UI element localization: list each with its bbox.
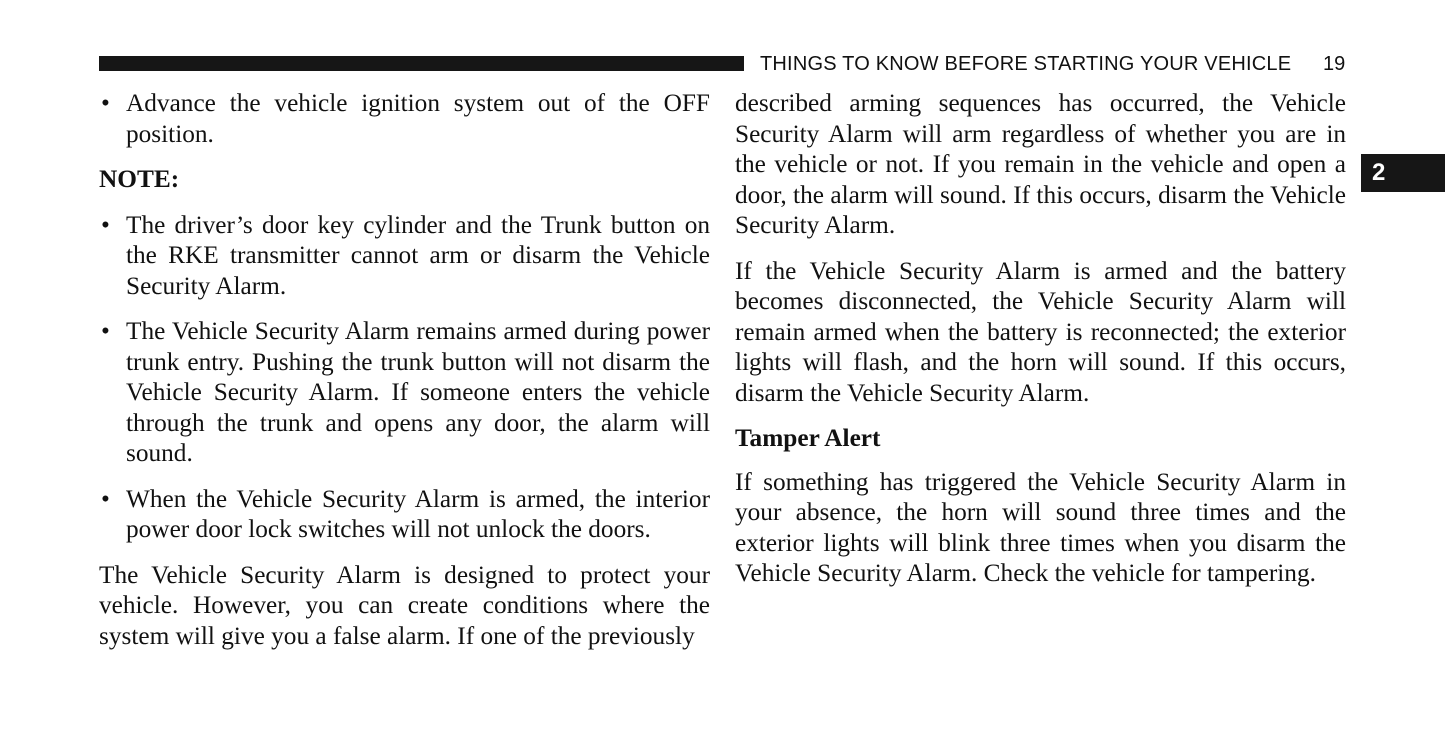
running-header-title: THINGS TO KNOW BEFORE STARTING YOUR VEHICLE [760,53,1292,75]
body-paragraph: If something has triggered the Vehicle Security Alarm in your absence, the horn will sound three times and the exterior lights will blink three times when you disarm the Vehicle Security Alarm. Check the vehicle for tampering. [735,467,1346,587]
note-bullet-item [99,210,710,302]
bullet-text: When the Vehicle Security Alarm is armed, the interior power door lock switches will not unlock the doors. [126,484,710,543]
header-rule [99,56,744,71]
note-bullet-item [99,484,710,545]
note-bullet-item [99,316,710,469]
bullet-dot-icon: • [101,484,110,513]
note-heading: NOTE: [99,165,180,193]
right-column [735,88,1346,604]
chapter-tab: 2 [1361,154,1445,192]
bullet-item-ignition [99,88,710,149]
bullet-text: The driver’s door key cylinder and the Trunk button on the RKE transmitter cannot arm or disarm the Vehicle Security Alarm. [126,210,710,300]
page-number: 19 [1323,53,1346,75]
body-paragraph: The Vehicle Security Alarm is designed to protect your vehicle. However, you can create conditions where the system will give you a false alarm. If one of the previously [99,560,710,650]
bullet-text: The Vehicle Security Alarm remains armed during power trunk entry. Pushing the trunk button will not disarm the Vehicle Security Alarm. If someone enters the vehicle through the trunk and opens any door, the alarm will sound. [126,317,710,467]
body-paragraph: described arming sequences has occurred, the Vehicle Security Alarm will arm regardless of whether you are in the vehicle or not. If you remain in the vehicle and open a door, the alarm will sound. If this occurs, disarm the Vehicle Security Alarm. [735,89,1346,239]
bullet-dot-icon: • [101,210,110,239]
bullet-text: Advance the vehicle ignition system out of the OFF position. [126,89,710,148]
body-paragraph: If the Vehicle Security Alarm is armed and the battery becomes disconnected, the Vehicle Security Alarm will remain armed when the battery is reconnected; the exterior lights will flash, and the horn will sound. If this occurs, disarm the Vehicle Security Alarm. [735,256,1346,407]
section-heading-tamper-alert: Tamper Alert [735,424,881,452]
bullet-dot-icon: • [101,317,110,345]
left-column [99,88,710,666]
bullet-dot-icon: • [101,89,110,117]
